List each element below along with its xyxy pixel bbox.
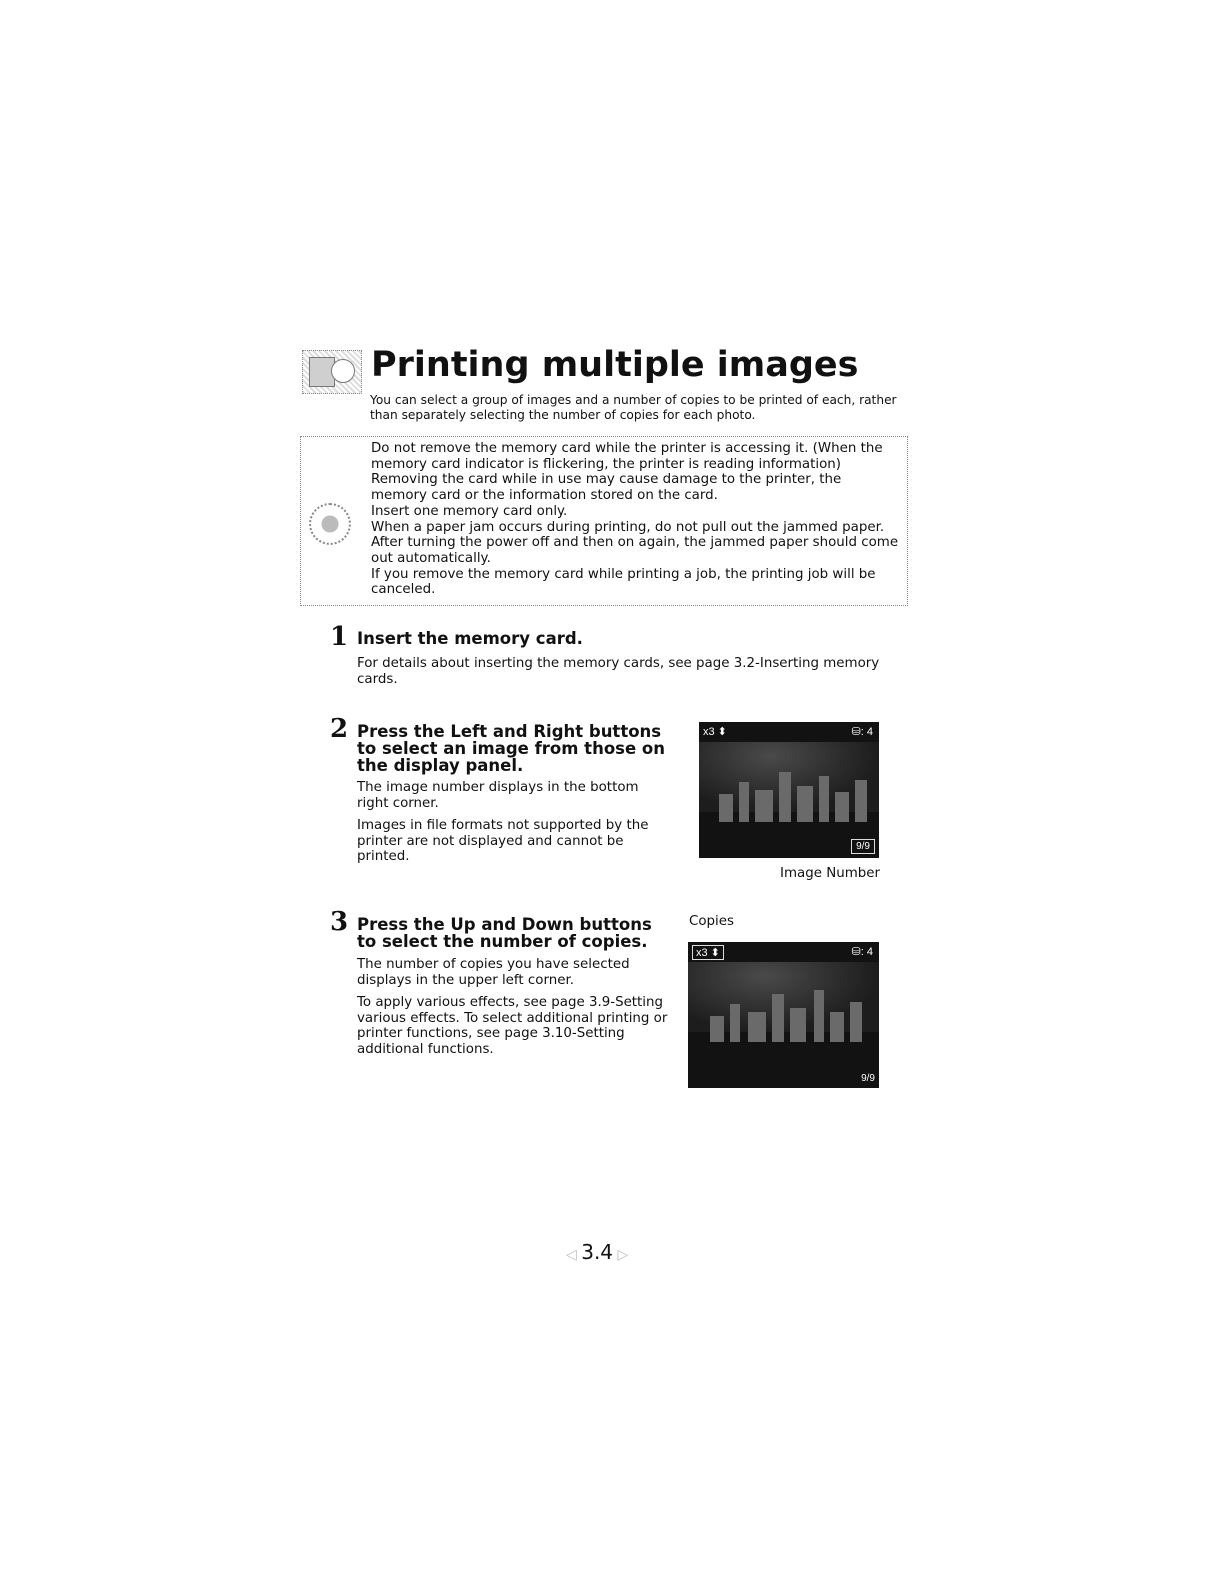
copies-indicator: x3 ⬍ [692,945,724,960]
step-1-body: For details about inserting the memory cards, see page 3.2-Inserting memory cards. [357,656,880,687]
page-title: Printing multiple images [371,345,859,385]
image-number-indicator: 9/9 [851,839,875,854]
step-3-body-2: To apply various effects, see page 3.9-Setting various effects. To select additional printing or printer functions, see page 3.10-Setting additional functions. [357,995,668,1057]
page-number [566,1240,628,1264]
image-number-caption: Image Number [780,866,880,881]
image-number-indicator: 9/9 [861,1073,875,1084]
display-panel-copies [688,942,879,1088]
caution-icon [309,503,351,545]
display-panel-image-number [699,722,879,858]
step-1-number: 1 [330,622,349,652]
step-3-number: 3 [330,907,349,937]
step-3-heading: Press the Up and Down buttons to select the number of copies. [357,915,652,951]
step-2-heading: Press the Left and Right buttons to select an image from those on the display panel. [357,722,665,775]
step-2-number: 2 [330,714,349,744]
step-1-heading: Insert the memory card. [357,629,583,648]
arrow-left-icon: ◁ [566,1247,582,1263]
printer-photo-icon [302,350,362,394]
caution-text: Do not remove the memory card while the printer is accessing it. (When the memory card indicator is flickering, the printer is reading information) Removing the card while in use may cause damage to the printer, the memory card or the information stored on the card. Insert one memory card only. When a paper jam occurs during printing, do not pull out the jammed paper. After turning the power off and then on again, the jammed paper should come out automatically. If you remove the memory card while printing a job, the printing job will be canceled. [371,441,899,598]
caution-box [300,436,908,606]
copies-caption: Copies [689,914,734,929]
step-3-body-1: The number of copies you have selected displays in the upper left corner. [357,957,630,988]
intro-text: You can select a group of images and a number of copies to be printed of each, rather than separately selecting the number of copies for each photo. [370,393,897,422]
copies-indicator: x3 ⬍ [703,726,727,738]
step-2-body-2: Images in file formats not supported by the printer are not displayed and cannot be printed. [357,818,649,864]
arrow-right-icon: ▷ [613,1247,629,1263]
page-number-text: 3.4 [581,1240,614,1264]
step-2-body-1: The image number displays in the bottom right corner. [357,780,639,811]
stack-indicator: ⛁: 4 [851,946,873,958]
stack-indicator: ⛁: 4 [851,726,873,738]
